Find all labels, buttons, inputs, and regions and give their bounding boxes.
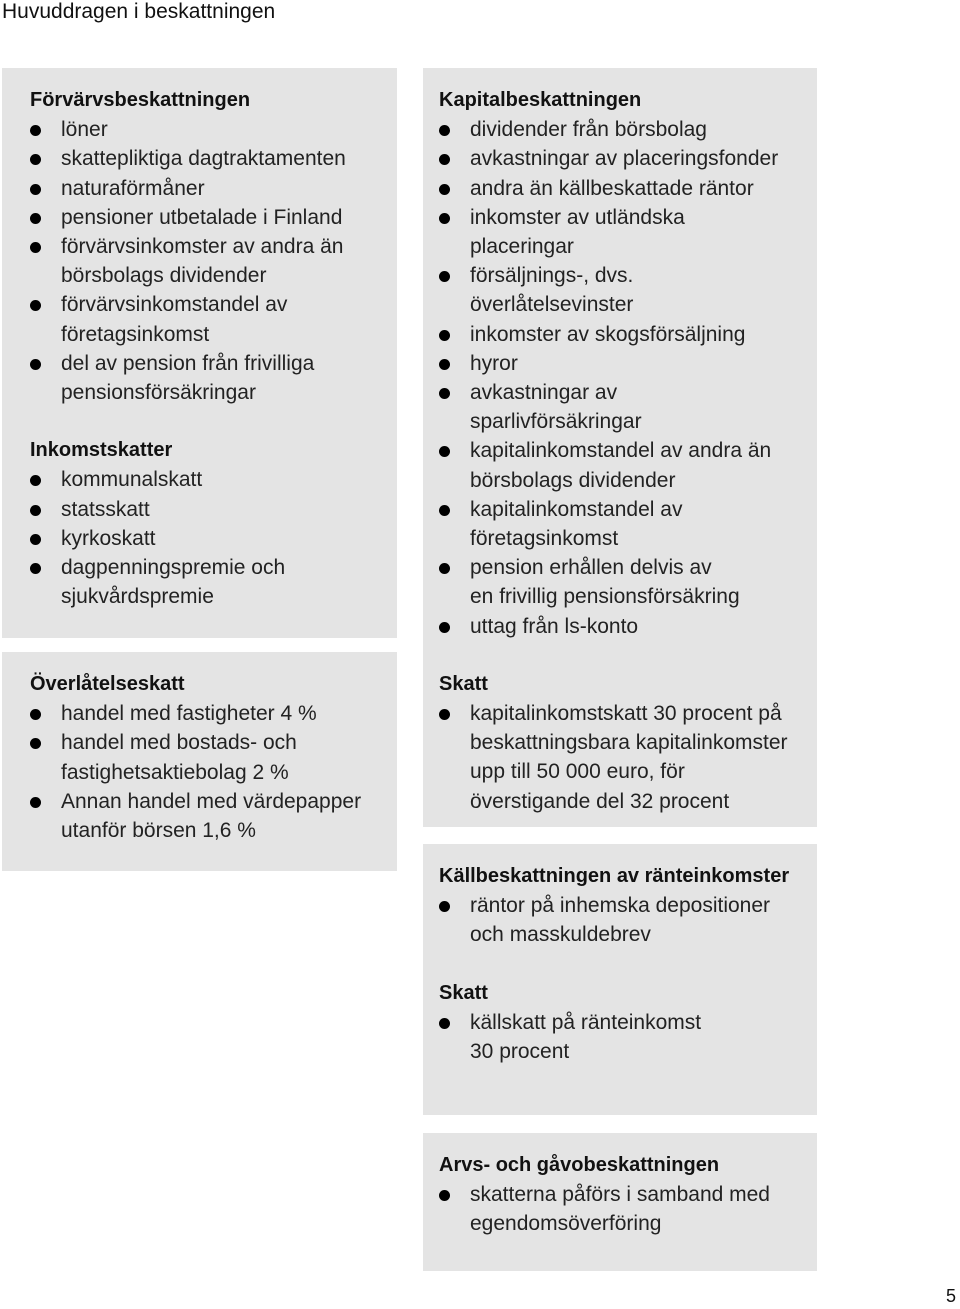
- list-item-line: löner: [61, 118, 108, 142]
- list-item-line: kapitalinkomstandel av andra än: [470, 439, 772, 463]
- section: [30, 670, 383, 845]
- list-item-line: upp till 50 000 euro, för: [470, 760, 685, 784]
- list-item: [439, 1008, 803, 1066]
- list-item-line: överlåtelsevinster: [470, 293, 634, 317]
- section-heading: Förvärvsbeskattningen: [30, 89, 251, 111]
- page-title: Huvuddragen i beskattningen: [2, 0, 276, 23]
- list-item-line: andra än källbeskattade räntor: [470, 176, 754, 200]
- list-item-line: kapitalinkomstandel av: [470, 497, 683, 521]
- bullet-icon: [30, 475, 41, 486]
- list-item: [439, 349, 803, 378]
- list-item: [30, 144, 383, 173]
- bullet-icon: [30, 125, 41, 136]
- bullet-icon: [439, 563, 450, 574]
- list-item-line: överstigande del 32 procent: [470, 789, 730, 813]
- bullet-list: [439, 891, 803, 949]
- list-item-line: sparlivförsäkringar: [470, 410, 642, 434]
- list-item: [30, 465, 383, 494]
- list-item-line: förvärvsinkomstandel av: [61, 293, 288, 317]
- list-item-line: kapitalinkomstskatt 30 procent på: [470, 702, 782, 726]
- list-item-line: skattepliktiga dagtraktamenten: [61, 147, 346, 171]
- section: [30, 436, 383, 611]
- bullet-icon: [30, 154, 41, 165]
- bullet-icon: [30, 213, 41, 224]
- bullet-icon: [439, 330, 450, 341]
- list-item: [30, 728, 383, 786]
- list-item-line: utanför börsen 1,6 %: [61, 819, 256, 843]
- section-heading: Källbeskattningen av ränteinkomster: [439, 865, 790, 887]
- bullet-list: [30, 699, 383, 845]
- list-item-line: börsbolags dividender: [61, 264, 267, 288]
- bullet-icon: [439, 1190, 450, 1201]
- list-item: [30, 203, 383, 232]
- box-kallbeskattning: [423, 844, 817, 1115]
- list-item: [439, 261, 803, 319]
- bullet-icon: [439, 388, 450, 399]
- section: [439, 1151, 803, 1239]
- bullet-icon: [30, 738, 41, 749]
- list-item-line: naturaförmåner: [61, 176, 205, 200]
- bullet-icon: [30, 359, 41, 370]
- list-item-line: pension erhållen delvis av: [470, 556, 712, 580]
- bullet-icon: [30, 563, 41, 574]
- bullet-icon: [439, 213, 450, 224]
- list-item-line: kommunalskatt: [61, 468, 203, 492]
- bullet-list: [30, 115, 383, 407]
- section: [439, 979, 803, 1067]
- list-item: [30, 495, 383, 524]
- list-item: [30, 232, 383, 290]
- list-item-line: dagpenningspremie och: [61, 556, 286, 580]
- bullet-list: [439, 115, 803, 641]
- list-item-line: räntor på inhemska depositioner: [470, 894, 771, 918]
- bullet-icon: [439, 622, 450, 633]
- section: [439, 670, 803, 816]
- bullet-list: [30, 465, 383, 611]
- box-kapitalbeskattning: [423, 68, 817, 827]
- list-item-line: sjukvårdspremie: [61, 585, 214, 609]
- list-item: [439, 495, 803, 553]
- list-item: [30, 174, 383, 203]
- list-item-line: beskattningsbara kapitalinkomster: [470, 731, 788, 755]
- list-item-line: pensioner utbetalade i Finland: [61, 205, 343, 229]
- section-heading: Arvs- och gåvobeskattningen: [439, 1154, 720, 1176]
- section-heading: Inkomstskatter: [30, 439, 173, 462]
- list-item-line: företagsinkomst: [470, 527, 619, 551]
- list-item-line: Annan handel med värdepapper: [61, 789, 362, 813]
- list-item: [439, 378, 803, 436]
- list-item-line: handel med fastigheter 4 %: [61, 702, 317, 726]
- list-item-line: placeringar: [470, 235, 574, 259]
- list-item: [30, 553, 383, 611]
- list-item-line: avkastningar av: [470, 381, 618, 405]
- list-item-line: försäljnings-, dvs.: [470, 264, 634, 288]
- list-item-line: 30 procent: [470, 1040, 570, 1064]
- list-item-line: egendomsöverföring: [470, 1212, 662, 1236]
- bullet-icon: [439, 125, 450, 136]
- list-item-line: källskatt på ränteinkomst: [470, 1010, 702, 1034]
- bullet-icon: [439, 1018, 450, 1029]
- list-item-line: börsbolags dividender: [470, 468, 676, 492]
- list-item-line: en frivillig pensionsförsäkring: [470, 585, 740, 609]
- list-item: [439, 144, 803, 173]
- page-number: 5: [945, 1286, 956, 1306]
- list-item-line: uttag från ls-konto: [470, 614, 639, 638]
- list-item-line: avkastningar av placeringsfonder: [470, 147, 779, 171]
- box-forvarvsbeskattning: [2, 68, 397, 638]
- list-item: [30, 699, 383, 728]
- box-overlatelseskatt: [2, 652, 397, 871]
- list-item: [439, 203, 803, 261]
- list-item: [439, 320, 803, 349]
- list-item-line: företagsinkomst: [61, 322, 210, 346]
- bullet-icon: [439, 154, 450, 165]
- list-item: [439, 174, 803, 203]
- section-heading: Skatt: [439, 981, 488, 1004]
- section-heading: Skatt: [439, 672, 488, 695]
- bullet-list: [439, 1180, 803, 1238]
- section: [439, 86, 803, 641]
- list-item: [439, 1180, 803, 1238]
- bullet-list: [439, 1008, 803, 1066]
- section: [30, 86, 383, 407]
- list-item-line: inkomster av utländska: [470, 205, 685, 229]
- bullet-icon: [30, 534, 41, 545]
- bullet-icon: [439, 359, 450, 370]
- section-heading: Kapitalbeskattningen: [439, 89, 642, 111]
- list-item: [30, 115, 383, 144]
- bullet-icon: [439, 505, 450, 516]
- list-item: [439, 436, 803, 494]
- bullet-icon: [30, 797, 41, 808]
- section-heading: Överlåtelseskatt: [30, 673, 185, 695]
- list-item-line: dividender från börsbolag: [470, 118, 707, 142]
- bullet-icon: [30, 242, 41, 253]
- list-item-line: kyrkoskatt: [61, 526, 156, 550]
- list-item-line: förvärvsinkomster av andra än: [61, 235, 344, 259]
- bullet-list: [439, 699, 803, 816]
- list-item: [439, 699, 803, 816]
- bullet-icon: [439, 446, 450, 457]
- bullet-icon: [30, 505, 41, 516]
- list-item: [30, 787, 383, 845]
- list-item: [30, 349, 383, 407]
- list-item: [30, 290, 383, 348]
- list-item-line: hyror: [470, 351, 518, 375]
- list-item-line: pensionsförsäkringar: [61, 381, 256, 405]
- bullet-icon: [439, 901, 450, 912]
- list-item-line: inkomster av skogsförsäljning: [470, 322, 746, 346]
- list-item-line: statsskatt: [61, 497, 150, 521]
- bullet-icon: [439, 184, 450, 195]
- list-item-line: skatterna påförs i samband med: [470, 1183, 770, 1207]
- box-arvs-gavobeskattning: [423, 1133, 817, 1271]
- list-item: [439, 891, 803, 949]
- bullet-icon: [30, 709, 41, 720]
- bullet-icon: [30, 184, 41, 195]
- bullet-icon: [439, 271, 450, 282]
- list-item: [439, 612, 803, 641]
- bullet-icon: [439, 709, 450, 720]
- list-item: [30, 524, 383, 553]
- list-item-line: del av pension från frivilliga: [61, 351, 315, 375]
- section: [439, 862, 803, 950]
- list-item-line: och masskuldebrev: [470, 923, 651, 947]
- list-item: [439, 553, 803, 611]
- list-item-line: handel med bostads- och: [61, 731, 297, 755]
- list-item-line: fastighetsaktiebolag 2 %: [61, 760, 289, 784]
- list-item: [439, 115, 803, 144]
- bullet-icon: [30, 300, 41, 311]
